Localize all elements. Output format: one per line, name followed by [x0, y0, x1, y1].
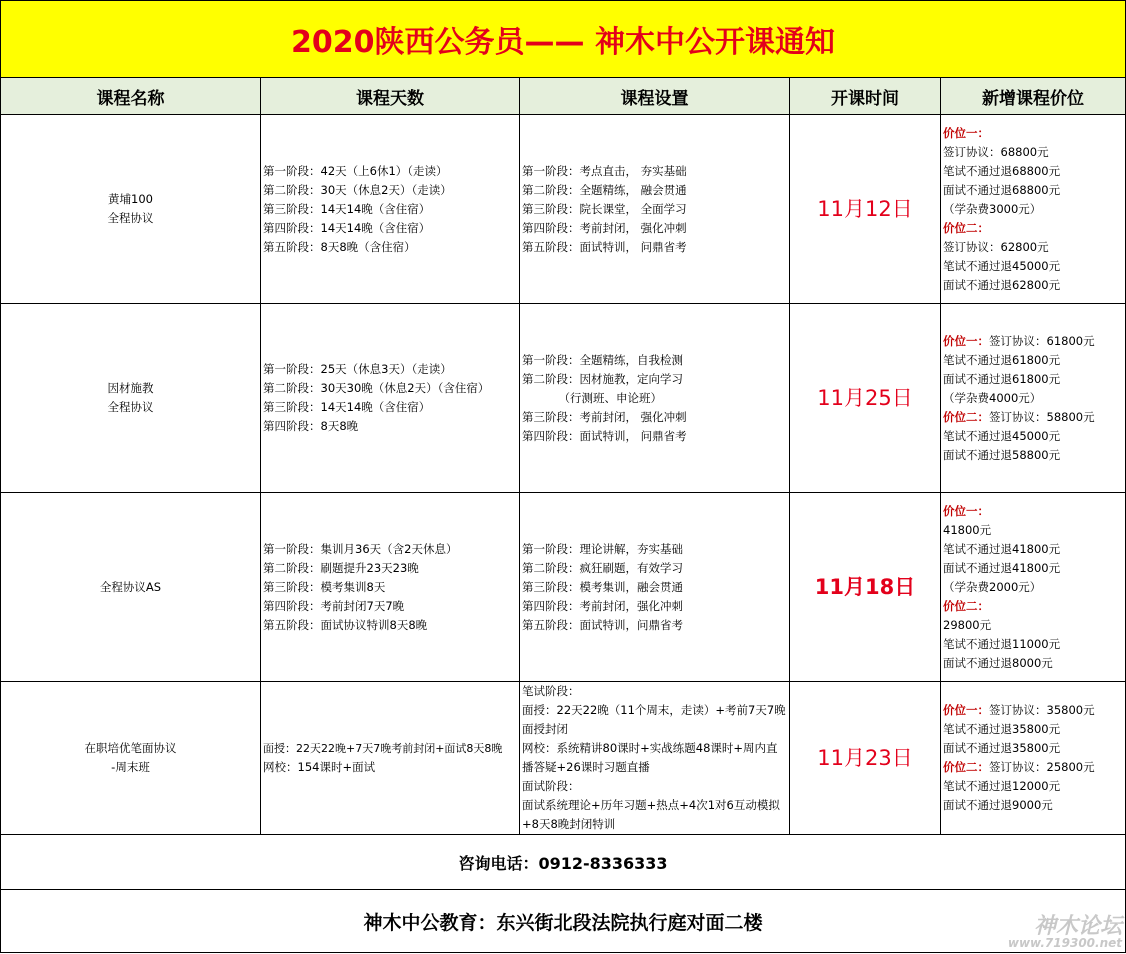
page-title: 2020陕西公务员—— 神木中公开课通知: [1, 1, 1126, 78]
price-line: [943, 578, 1125, 597]
course-row: [1, 115, 1126, 304]
price-line: [943, 389, 1125, 408]
days-line: 第三阶段：模考集训8天: [263, 579, 386, 594]
course-name-cell: [1, 682, 261, 835]
header-course-setup: 课程设置: [520, 78, 790, 115]
days-line: 第一阶段：25天（休息3天）（走读）: [263, 362, 452, 376]
price-text: 签订协议：35800元: [989, 703, 1095, 717]
header-course-days: 课程天数: [261, 78, 520, 115]
price-text: 29800元: [943, 617, 992, 632]
course-name-line: 全程协议: [107, 400, 154, 414]
setup-line: 第二阶段：因材施教，定向学习: [522, 371, 683, 386]
course-name-cell: [1, 304, 261, 493]
days-line: 第五阶段：面试协议特训8天8晚: [263, 617, 428, 632]
days-line: 网校：154课时+面试: [263, 760, 376, 774]
price-text: 笔试不通过退61800元: [943, 352, 1061, 367]
course-setup-cell: [520, 682, 790, 835]
course-name-line: 在职培优笔面协议: [84, 741, 177, 755]
price-text: （学杂费2000元）: [943, 579, 1042, 594]
price-line: [943, 200, 1125, 219]
start-date: 11月25日: [790, 304, 941, 493]
price-line: [943, 370, 1125, 389]
header-course-name: 课程名称: [1, 78, 261, 115]
price-line: [943, 654, 1125, 673]
price-tier-label: 价位一：: [943, 333, 989, 348]
price-line: [943, 351, 1125, 370]
start-date: 11月12日: [790, 115, 941, 304]
start-date: 11月18日: [790, 493, 941, 682]
price-text: 签订协议：25800元: [989, 760, 1095, 774]
course-name-cell: [1, 493, 261, 682]
setup-line: 第一阶段：考点直击， 夯实基础: [522, 163, 687, 178]
price-line: [943, 758, 1125, 777]
setup-line: 第三阶段：考前封闭， 强化冲刺: [522, 409, 687, 424]
price-tier-label: 价位二：: [943, 598, 989, 613]
price-line: [943, 739, 1125, 758]
price-line: [943, 219, 1125, 238]
course-name-line: -周末班: [111, 760, 150, 774]
course-setup-cell: [520, 304, 790, 493]
setup-line: 第一阶段：全题精练，自我检测: [522, 352, 683, 367]
price-cell: [941, 115, 1126, 304]
setup-line: 第五阶段：面试特训，问鼎省考: [522, 617, 683, 632]
days-line: 第三阶段：14天14晚（含住宿）: [263, 400, 431, 414]
setup-line: 第五阶段：面试特训， 问鼎省考: [522, 239, 687, 254]
price-text: 笔试不通过退45000元: [943, 258, 1061, 273]
price-line: [943, 124, 1125, 143]
setup-line: 面试阶段：: [522, 779, 580, 793]
price-line: [943, 427, 1125, 446]
price-line: [943, 238, 1125, 257]
setup-line: 面授：22天22晚（11个周末，走读）+考前7天7晚面授封闭: [522, 703, 786, 736]
price-text: 笔试不通过退11000元: [943, 636, 1061, 651]
setup-line: 第三阶段：院长课堂， 全面学习: [522, 201, 687, 216]
header-start-date: 开课时间: [790, 78, 941, 115]
days-line: 第二阶段：30天（休息2天）（走读）: [263, 182, 452, 197]
price-line: [943, 143, 1125, 162]
course-days-cell: [261, 493, 520, 682]
price-line: [943, 597, 1125, 616]
setup-line: 第二阶段：疯狂刷题，有效学习: [522, 560, 683, 575]
days-line: 第三阶段：14天14晚（含住宿）: [263, 201, 431, 216]
watermark-url: www.719300.net: [1007, 936, 1122, 950]
price-text: 签订协议：62800元: [943, 239, 1049, 254]
price-text: 笔试不通过退68800元: [943, 163, 1061, 178]
course-name-line: 黄埔100: [108, 192, 153, 206]
price-text: 笔试不通过退41800元: [943, 541, 1061, 556]
course-row: [1, 304, 1126, 493]
course-days-cell: [261, 682, 520, 835]
setup-line: 第四阶段：考前封闭，强化冲刺: [522, 598, 683, 613]
price-line: [943, 162, 1125, 181]
price-tier-label: 价位二：: [943, 220, 989, 235]
price-line: [943, 720, 1125, 739]
course-setup-cell: [520, 115, 790, 304]
price-cell: [941, 304, 1126, 493]
setup-line: 第一阶段：理论讲解，夯实基础: [522, 541, 683, 556]
address: 神木中公教育：东兴街北段法院执行庭对面二楼: [1, 890, 1126, 953]
price-tier-label: 价位一：: [943, 503, 989, 518]
price-tier-label: 价位一：: [943, 703, 989, 717]
days-line: 第四阶段：考前封闭7天7晚: [263, 598, 405, 613]
price-text: 面试不通过退61800元: [943, 371, 1061, 386]
consult-phone: 咨询电话：0912-8336333: [1, 835, 1126, 890]
price-text: （学杂费4000元）: [943, 390, 1042, 405]
setup-line: （行测班、申论班）: [522, 390, 663, 405]
price-text: 面试不通过退35800元: [943, 741, 1061, 755]
setup-line: 第四阶段：面试特训， 问鼎省考: [522, 428, 687, 443]
days-line: 第四阶段：8天8晚: [263, 419, 359, 433]
price-line: [943, 559, 1125, 578]
start-date: 11月23日: [790, 682, 941, 835]
price-tier-label: 价位二：: [943, 409, 989, 424]
course-name-line: 全程协议: [107, 211, 154, 225]
price-line: [943, 276, 1125, 295]
price-line: [943, 257, 1125, 276]
setup-line: 第三阶段：模考集训，融会贯通: [522, 579, 683, 594]
price-text: 签订协议：58800元: [989, 409, 1095, 424]
price-line: [943, 521, 1125, 540]
days-line: 第五阶段：8天8晚（含住宿）: [263, 239, 416, 254]
price-line: [943, 408, 1125, 427]
price-cell: [941, 682, 1126, 835]
price-line: [943, 635, 1125, 654]
price-text: 笔试不通过退12000元: [943, 779, 1061, 793]
header-price: 新增课程价位: [941, 78, 1126, 115]
price-text: 41800元: [943, 522, 992, 537]
days-line: 第四阶段：14天14晚（含住宿）: [263, 220, 431, 235]
price-line: [943, 796, 1125, 815]
course-days-cell: [261, 304, 520, 493]
price-line: [943, 446, 1125, 465]
watermark-main: 神木论坛: [1033, 914, 1122, 939]
price-line: [943, 332, 1125, 351]
setup-line: 第二阶段：全题精练， 融会贯通: [522, 182, 687, 197]
course-name-line: 因材施教: [107, 381, 154, 395]
days-line: 面授：22天22晚+7天7晚考前封闭+面试8天8晚: [263, 742, 503, 755]
price-line: [943, 181, 1125, 200]
price-text: 笔试不通过退35800元: [943, 722, 1061, 736]
price-text: 面试不通过退62800元: [943, 277, 1061, 292]
price-text: （学杂费3000元）: [943, 201, 1042, 216]
price-text: 签订协议：68800元: [943, 144, 1049, 159]
price-cell: [941, 493, 1126, 682]
days-line: 第二阶段：刷题提升23天23晚: [263, 560, 419, 575]
days-line: 第二阶段：30天30晚（休息2天）（含住宿）: [263, 381, 490, 395]
course-setup-cell: [520, 493, 790, 682]
price-text: 面试不通过退9000元: [943, 798, 1053, 812]
course-days-cell: [261, 115, 520, 304]
price-text: 笔试不通过退45000元: [943, 428, 1061, 443]
setup-line: 网校：系统精讲80课时+实战练题48课时+周内直播答疑+26课时习题直播: [522, 741, 778, 774]
course-row: [1, 493, 1126, 682]
forum-watermark: [1008, 909, 1122, 950]
price-line: [943, 502, 1125, 521]
price-line: [943, 777, 1125, 796]
price-line: [943, 540, 1125, 559]
course-name-line: 全程协议AS: [99, 579, 162, 594]
price-tier-label: 价位二：: [943, 760, 989, 774]
setup-line: 笔试阶段：: [522, 684, 580, 698]
price-text: 面试不通过退58800元: [943, 447, 1061, 462]
price-tier-label: 价位一：: [943, 125, 989, 140]
price-text: 面试不通过退68800元: [943, 182, 1061, 197]
price-text: 面试不通过退41800元: [943, 560, 1061, 575]
header-row: [1, 78, 1126, 115]
price-line: [943, 616, 1125, 635]
setup-line: 面试系统理论+历年习题+热点+4次1对6互动模拟+8天8晚封闭特训: [522, 798, 780, 831]
course-name-cell: [1, 115, 261, 304]
days-line: 第一阶段：42天（上6休1）（走读）: [263, 163, 448, 178]
setup-line: 第四阶段：考前封闭， 强化冲刺: [522, 220, 687, 235]
price-text: 签订协议：61800元: [989, 333, 1095, 348]
price-text: 面试不通过退8000元: [943, 655, 1053, 670]
price-line: [943, 701, 1125, 720]
days-line: 第一阶段：集训月36天（含2天休息）: [263, 541, 458, 556]
course-row: [1, 682, 1126, 835]
